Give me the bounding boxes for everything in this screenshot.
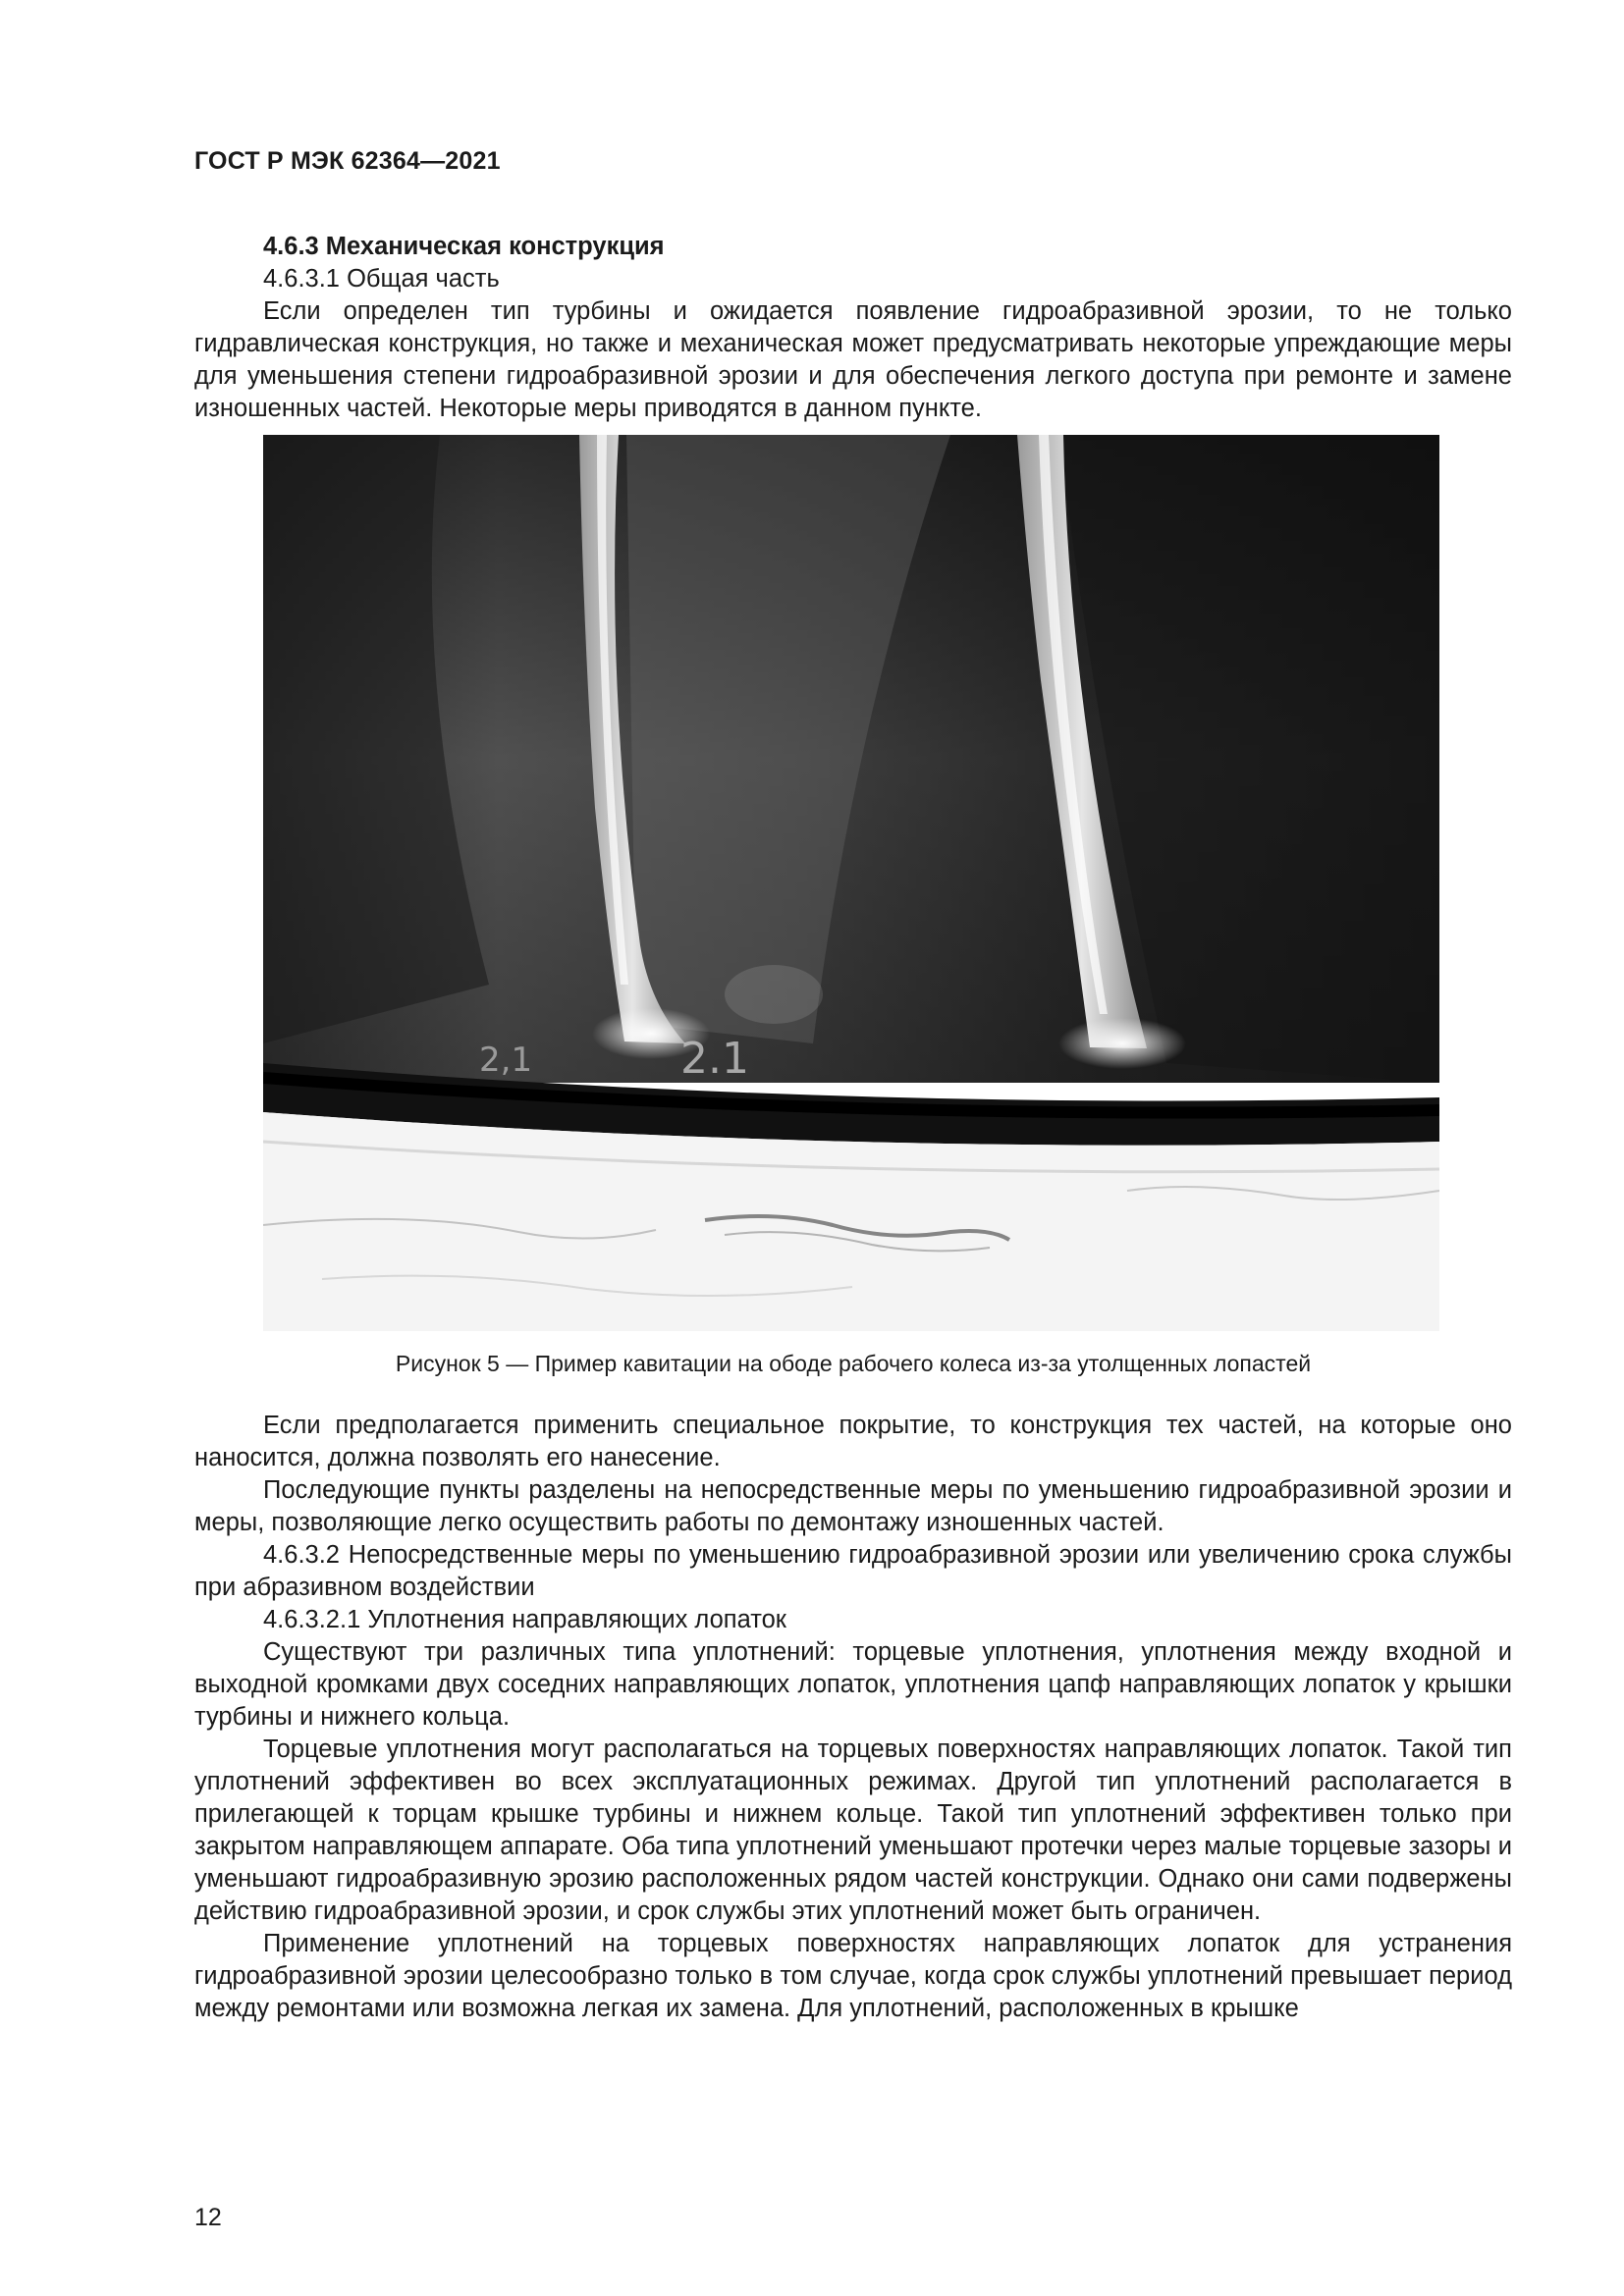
paragraph: Последующие пункты разделены на непосредственные меры по уменьшению гидроабразивной эрозии и меры, позволяющие легко осуществить работы по демонтажу изношенных частей. bbox=[194, 1476, 1512, 1536]
paragraph: Если определен тип турбины и ожидается появление гидроабразивной эрозии, то не только гидравлическая конструкция, но также и механическая может предусматривать некоторые упреждающие меры для уменьшения степени гидроабразивной эрозии и для обеспечения легкого доступа при ремонте и замене изношенных частей. Некоторые меры приводятся в данном пункте. bbox=[194, 297, 1512, 422]
section-heading: 4.6.3 Механическая конструкция bbox=[263, 233, 665, 260]
section-body bbox=[194, 1410, 1512, 2025]
paragraph: Существуют три различных типа уплотнений: торцевые уплотнения, уплотнения между входной и выходной кромками двух соседних направляющих лопаток, уплотнения цапф направляющих лопаток у крышки турбины и нижнего кольца. bbox=[194, 1638, 1512, 1731]
figure-photo bbox=[263, 435, 1439, 1331]
figure-caption: Рисунок 5 — Пример кавитации на ободе рабочего колеса из-за утолщенных лопастей bbox=[395, 1351, 1312, 1376]
page-number: 12 bbox=[194, 2204, 222, 2231]
document-header: ГОСТ Р МЭК 62364—2021 bbox=[194, 147, 501, 175]
subsection-heading: 4.6.3.2 Непосредственные меры по уменьшению гидроабразивной эрозии или увеличению срока службы при абразивном воздействии bbox=[194, 1541, 1512, 1601]
figure-marking-right: 2.1 bbox=[680, 1034, 749, 1084]
figure-marking-left: 2,1 bbox=[479, 1041, 533, 1080]
paragraph: Торцевые уплотнения могут располагаться на торцевых поверхностях направляющих лопаток. Такой тип уплотнений эффективен во всех эксплуатационных режимах. Другой тип уплотнений располагается в прилегающей к торцам крышке турбины и нижнем кольце. Такой тип уплотнений эффективен только при закрытом направляющем аппарате. Оба типа уплотнений уменьшают протечки через малые торцевые зазоры и уменьшают гидроабразивную эрозию расположенных рядом частей конструкции. Однако они сами подвержены действию гидроабразивной эрозии, и срок службы этих уплотнений может быть ограничен. bbox=[194, 1735, 1512, 1925]
subsection-heading: 4.6.3.2.1 Уплотнения направляющих лопаток bbox=[263, 1606, 786, 1633]
section-intro bbox=[194, 231, 1512, 425]
subsection-heading: 4.6.3.1 Общая часть bbox=[263, 265, 500, 293]
paragraph: Применение уплотнений на торцевых поверхностях направляющих лопаток для устранения гидроабразивной эрозии целесообразно только в том случае, когда срок службы уплотнений превышает период между ремонтами или возможна легкая их замена. Для уплотнений, расположенных в крышке bbox=[194, 1930, 1512, 2022]
paragraph: Если предполагается применить специальное покрытие, то конструкция тех частей, на которые оно наносится, должна позволять его нанесение. bbox=[194, 1412, 1512, 1471]
